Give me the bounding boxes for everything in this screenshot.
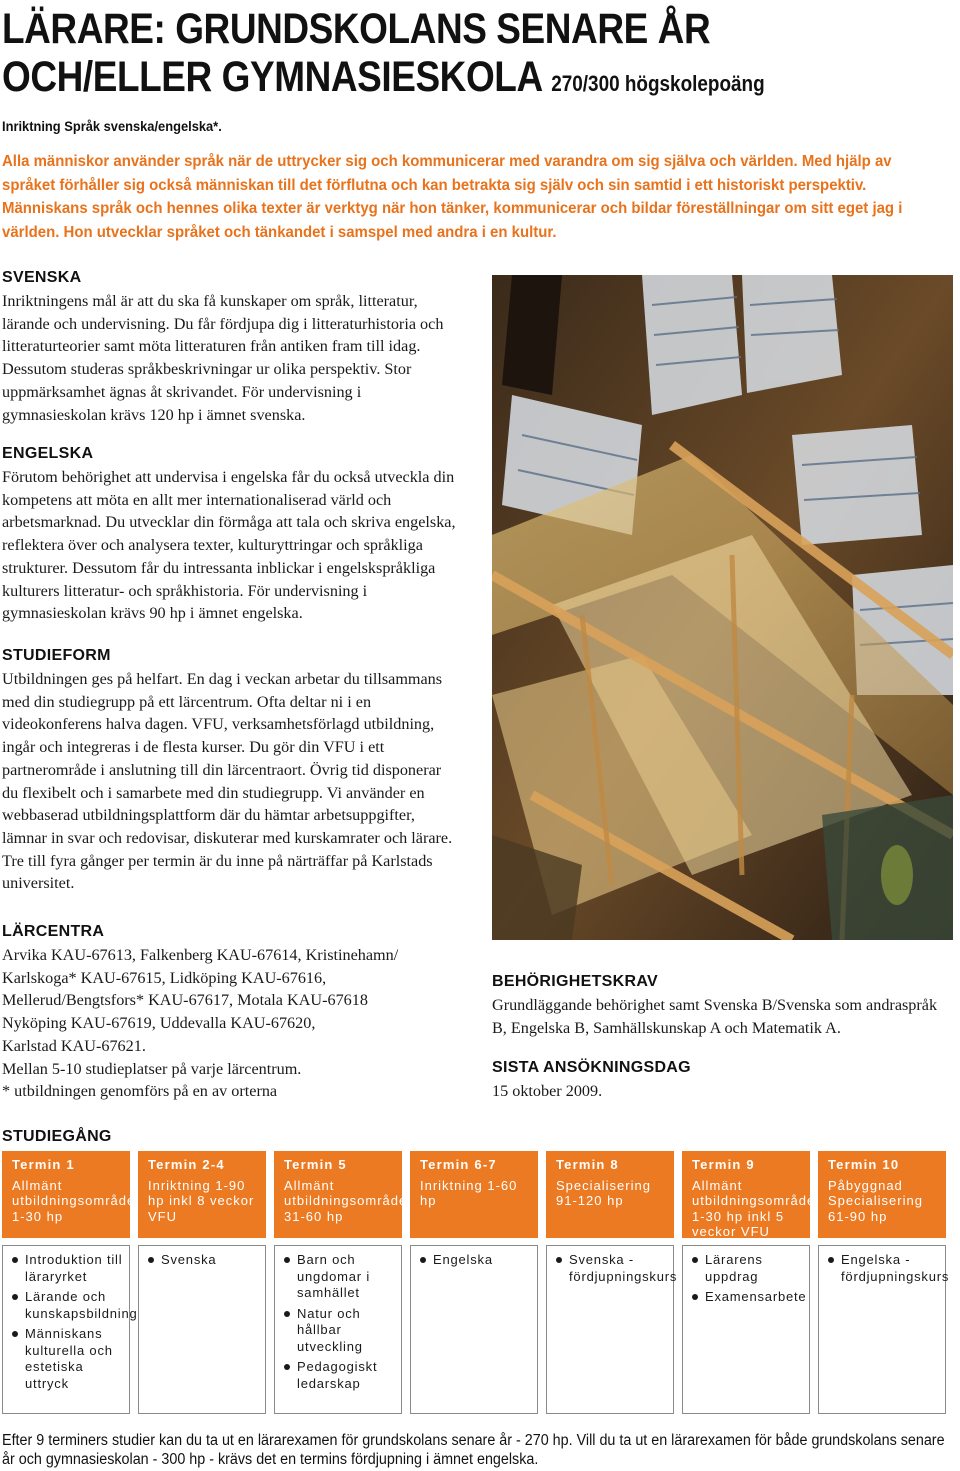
studieform-heading: STUDIEFORM [2, 647, 111, 664]
term-name: Termin 8 [556, 1157, 619, 1172]
term-header [682, 1151, 816, 1239]
behorighet-text: Grundläggande behörighet samt Svenska B/Svenska som andraspråk B, Engelska B, Samhällskunskap A och Matematik A. [492, 996, 938, 1037]
term-desc: Inriktning 1-60 hp [420, 1177, 518, 1208]
larcentra-list [2, 944, 472, 1103]
term-name: Termin 2-4 [148, 1157, 225, 1172]
term-header [410, 1151, 538, 1238]
term-name: Termin 5 [284, 1157, 347, 1172]
term-desc: Allmänt utbildningsområde 1-30 hp inkl 5 veckor VFU [692, 1177, 816, 1239]
term-header [138, 1151, 266, 1238]
behorighet-heading: BEHÖRIGHETSKRAV [492, 973, 658, 990]
larcentra-heading: LÄRCENTRA [2, 923, 105, 940]
svenska-heading: SVENSKA [2, 269, 82, 286]
term-courses [410, 1245, 538, 1414]
course-item: Barn och ungdomar i samhället [279, 1252, 397, 1302]
term-header [274, 1151, 408, 1238]
larcentra-line: Nyköping KAU-67619, Uddevalla KAU-67620, [2, 1014, 316, 1033]
term-desc: Specialisering 91-120 hp [556, 1177, 651, 1208]
intro-paragraph: Alla människor använder språk när de uttrycker sig och kommunicerar med varandra om sig själva och världen. Med hjälp av språket förhåller sig också människan till det förflutna och kan betrakta sig själv och sin samtid i ett historiskt perspektiv. Människans språk och hennes olika texter är verktyg när hon tänker, kommunicerar och bildar föreställningar om sitt eget jag i världen. Hon utvecklar språket och tänkandet i samspel med andra i en kultur. [2, 153, 903, 241]
page-title-line2 [2, 54, 765, 107]
section-studieform [2, 646, 458, 895]
larcentra-line: Karlskoga* KAU-67615, Lidköping KAU-67616, [2, 968, 327, 987]
term-name: Termin 1 [12, 1157, 75, 1172]
terms-header-row [2, 1151, 956, 1238]
course-item: Engelska - fördjupningskurs [823, 1252, 941, 1285]
term-desc: Inriktning 1-90 hp inkl 8 veckor VFU [148, 1177, 255, 1224]
term-desc: Påbyggnad Specialisering 61-90 hp [828, 1177, 923, 1224]
program-subtitle: Inriktning Språk svenska/engelska*. [2, 118, 222, 134]
page-title-line2-text: OCH/ELLER GYMNASIESKOLA [2, 53, 542, 101]
term-header [2, 1151, 136, 1238]
term-courses [138, 1245, 266, 1414]
term-courses [818, 1245, 950, 1414]
term-courses [682, 1245, 810, 1414]
section-larcentra [2, 922, 472, 1103]
section-sista-ansokningsdag [492, 1058, 952, 1103]
term-desc: Allmänt utbildningsområde 31-60 hp [284, 1177, 408, 1224]
course-item: Människans kulturella och estetiska uttryck [7, 1326, 125, 1392]
studieform-text: Utbildningen ges på helfart. En dag i veckan arbetar du tillsammans med din studiegrupp på ett lärcentrum. Ofta deltar ni i en videokonferens halva dagen. VFU, verksamhetsförlagd utbildning, ingår och integreras i de flesta kurser. Du gör din VFU i ett partnerområde i anslutning till din lärcentraort. Övrig tid disponerar du flexibelt och i samarbete med din studiegrupp. Vi använder en webbaserad utbildningsplattform där du hämtar arbetsuppgifter, lämnar in svar och redovisar, diskuterar med kurskamrater och lärare. Tre till fyra gånger per termin är du inne på närträffar på Karlstads universitet. [2, 670, 453, 893]
page-title-line1: LÄRARE: GRUNDSKOLANS SENARE ÅR [2, 5, 711, 53]
course-item: Svenska - fördjupningskurs [551, 1252, 669, 1285]
course-item: Natur och hållbar utveckling [279, 1306, 397, 1356]
footer-note: Efter 9 terminers studier kan du ta ut en lärarexamen för grundskolans senare år - 270 hp. Vill du ta ut en lärarexamen för både grundskolans senare år och gymnasieskolan - 300 hp - krävs det en termins fördjupning i ämnet engelska. [2, 1432, 945, 1468]
section-behorighet [492, 972, 952, 1039]
larcentra-line: Mellerud/Bengtsfors* KAU-67617, Motala KAU-67618 [2, 991, 368, 1010]
course-item: Lärarens uppdrag [687, 1252, 805, 1285]
term-name: Termin 10 [828, 1157, 900, 1172]
studiegang-heading: STUDIEGÅNG [2, 1128, 112, 1145]
term-header [546, 1151, 674, 1238]
engelska-heading: ENGELSKA [2, 445, 94, 462]
course-item: Lärande och kunskapsbildning [7, 1289, 125, 1322]
course-item: Engelska [415, 1252, 533, 1269]
larcentra-line: * utbildningen genomförs på en av orterna [2, 1082, 278, 1101]
larcentra-line: Karlstad KAU-67621. [2, 1036, 146, 1055]
section-svenska [2, 268, 458, 426]
course-item: Introduktion till läraryrket [7, 1252, 125, 1285]
term-courses [2, 1245, 138, 1414]
term-courses [546, 1245, 678, 1414]
course-item: Svenska [143, 1252, 261, 1269]
section-engelska [2, 444, 458, 625]
engelska-text: Förutom behörighet att undervisa i engelska får du också utveckla din kompetens att möta en allt mer internationaliserad värld och arbetsmarknad. Du utvecklar din förmåga att tala och skriva engelska, reflektera över och analysera texter, kulturyttringar och språkliga strukturer. Dessutom får du intressanta inblickar i engelskspråkliga kulturers litteratur- och språkhistoria. För undervisning i gymnasieskolan krävs 90 hp i ämnet engelska. [2, 468, 456, 623]
course-item: Pedagogiskt ledarskap [279, 1359, 397, 1392]
sista-date: 15 oktober 2009. [492, 1082, 603, 1100]
term-desc: Allmänt utbildningsområde 1-30 hp [12, 1177, 136, 1224]
term-courses [274, 1245, 402, 1414]
sista-heading: SISTA ANSÖKNINGSDAG [492, 1059, 691, 1076]
term-name: Termin 9 [692, 1157, 755, 1172]
larcentra-line: Mellan 5-10 studieplatser på varje lärcentrum. [2, 1059, 302, 1078]
term-name: Termin 6-7 [420, 1157, 497, 1172]
library-photo [492, 275, 953, 940]
term-header [818, 1151, 946, 1238]
svenska-text: Inriktningens mål är att du ska få kunskaper om språk, litteratur, lärande och undervisning. Du får fördjupa dig i litteraturhistoria och litteraturteorier samt möta litteraturen från antiken fram till idag. Dessutom studeras språkbeskrivningar ur olika perspektiv. Stor uppmärksamhet ägnas åt skrivandet. För undervisning i gymnasieskolan krävs 120 hp i ämnet svenska. [2, 292, 444, 424]
course-item: Examensarbete [687, 1289, 805, 1306]
credit-points: 270/300 högskolepoäng [551, 71, 765, 96]
larcentra-line: Arvika KAU-67613, Falkenberg KAU-67614, Kristinehamn/ [2, 946, 399, 964]
